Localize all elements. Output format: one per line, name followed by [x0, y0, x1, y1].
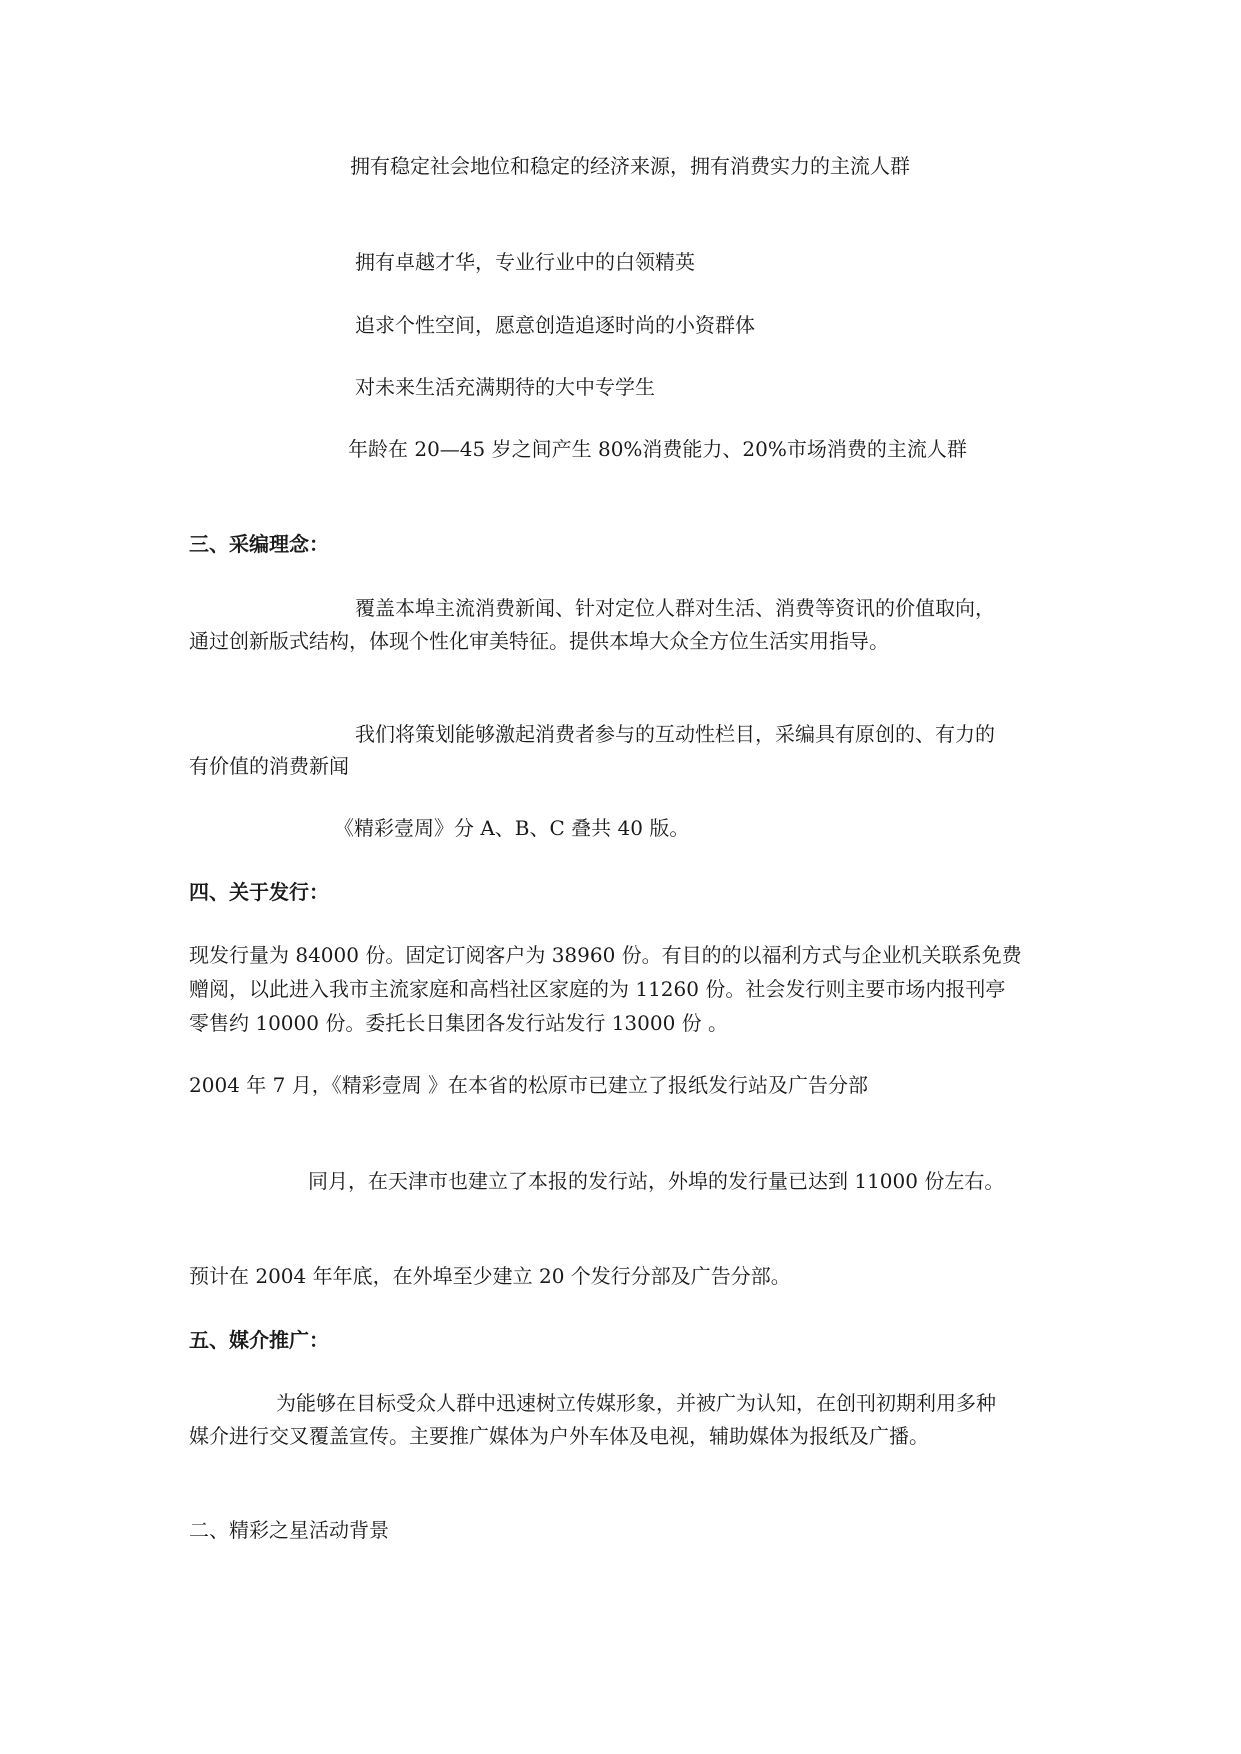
section-3-paragraph-2-line-2: 有价值的消费新闻	[189, 754, 349, 778]
section-4-paragraph-4: 预计在 2004 年年底，在外埠至少建立 20 个发行分部及广告分部。	[189, 1264, 791, 1288]
section-5-paragraph-1-line-1: 为能够在目标受众人群中迅速树立传媒形象，并被广为认知，在创刊初期利用多种	[276, 1391, 996, 1415]
section-3-paragraph-1-line-2: 通过创新版式结构，体现个性化审美特征。提供本埠大众全方位生活实用指导。	[189, 629, 889, 653]
audience-line-4: 对未来生活充满期待的大中专学生	[355, 375, 655, 399]
next-section-heading: 二、精彩之星活动背景	[189, 1518, 389, 1542]
section-4-heading: 四、关于发行：	[189, 880, 329, 904]
section-4-paragraph-1-line-1: 现发行量为 84000 份。固定订阅客户为 38960 份。有目的的以福利方式与企业机关联系免费	[189, 943, 1022, 967]
section-3-paragraph-3: 《精彩壹周》分 A、B、C 叠共 40 版。	[334, 816, 690, 840]
section-4-paragraph-1-line-2: 赠阅，以此进入我市主流家庭和高档社区家庭的为 11260 份。社会发行则主要市场内报刊亭	[189, 977, 1006, 1001]
audience-line-2: 拥有卓越才华，专业行业中的白领精英	[355, 250, 695, 274]
audience-line-5: 年龄在 20—45 岁之间产生 80%消费能力、20%市场消费的主流人群	[348, 437, 967, 461]
section-4-paragraph-2: 2004 年 7 月，《精彩壹周 》在本省的松原市已建立了报纸发行站及广告分部	[189, 1073, 869, 1097]
section-5-heading: 五、媒介推广：	[189, 1328, 329, 1352]
section-3-paragraph-2-line-1: 我们将策划能够激起消费者参与的互动性栏目，采编具有原创的、有力的	[355, 722, 995, 746]
section-4-paragraph-1-line-3: 零售约 10000 份。委托长日集团各发行站发行 13000 份 。	[189, 1011, 729, 1035]
section-3-heading: 三、采编理念：	[189, 532, 329, 556]
audience-line-3: 追求个性空间，愿意创造追逐时尚的小资群体	[355, 313, 755, 337]
section-4-paragraph-3: 同月，在天津市也建立了本报的发行站，外埠的发行量已达到 11000 份左右。	[308, 1169, 1005, 1193]
section-3-paragraph-1-line-1: 覆盖本埠主流消费新闻、针对定位人群对生活、消费等资讯的价值取向，	[355, 596, 995, 620]
section-5-paragraph-1-line-2: 媒介进行交叉覆盖宣传。主要推广媒体为户外车体及电视，辅助媒体为报纸及广播。	[189, 1424, 929, 1448]
audience-line-1: 拥有稳定社会地位和稳定的经济来源，拥有消费实力的主流人群	[350, 154, 910, 178]
